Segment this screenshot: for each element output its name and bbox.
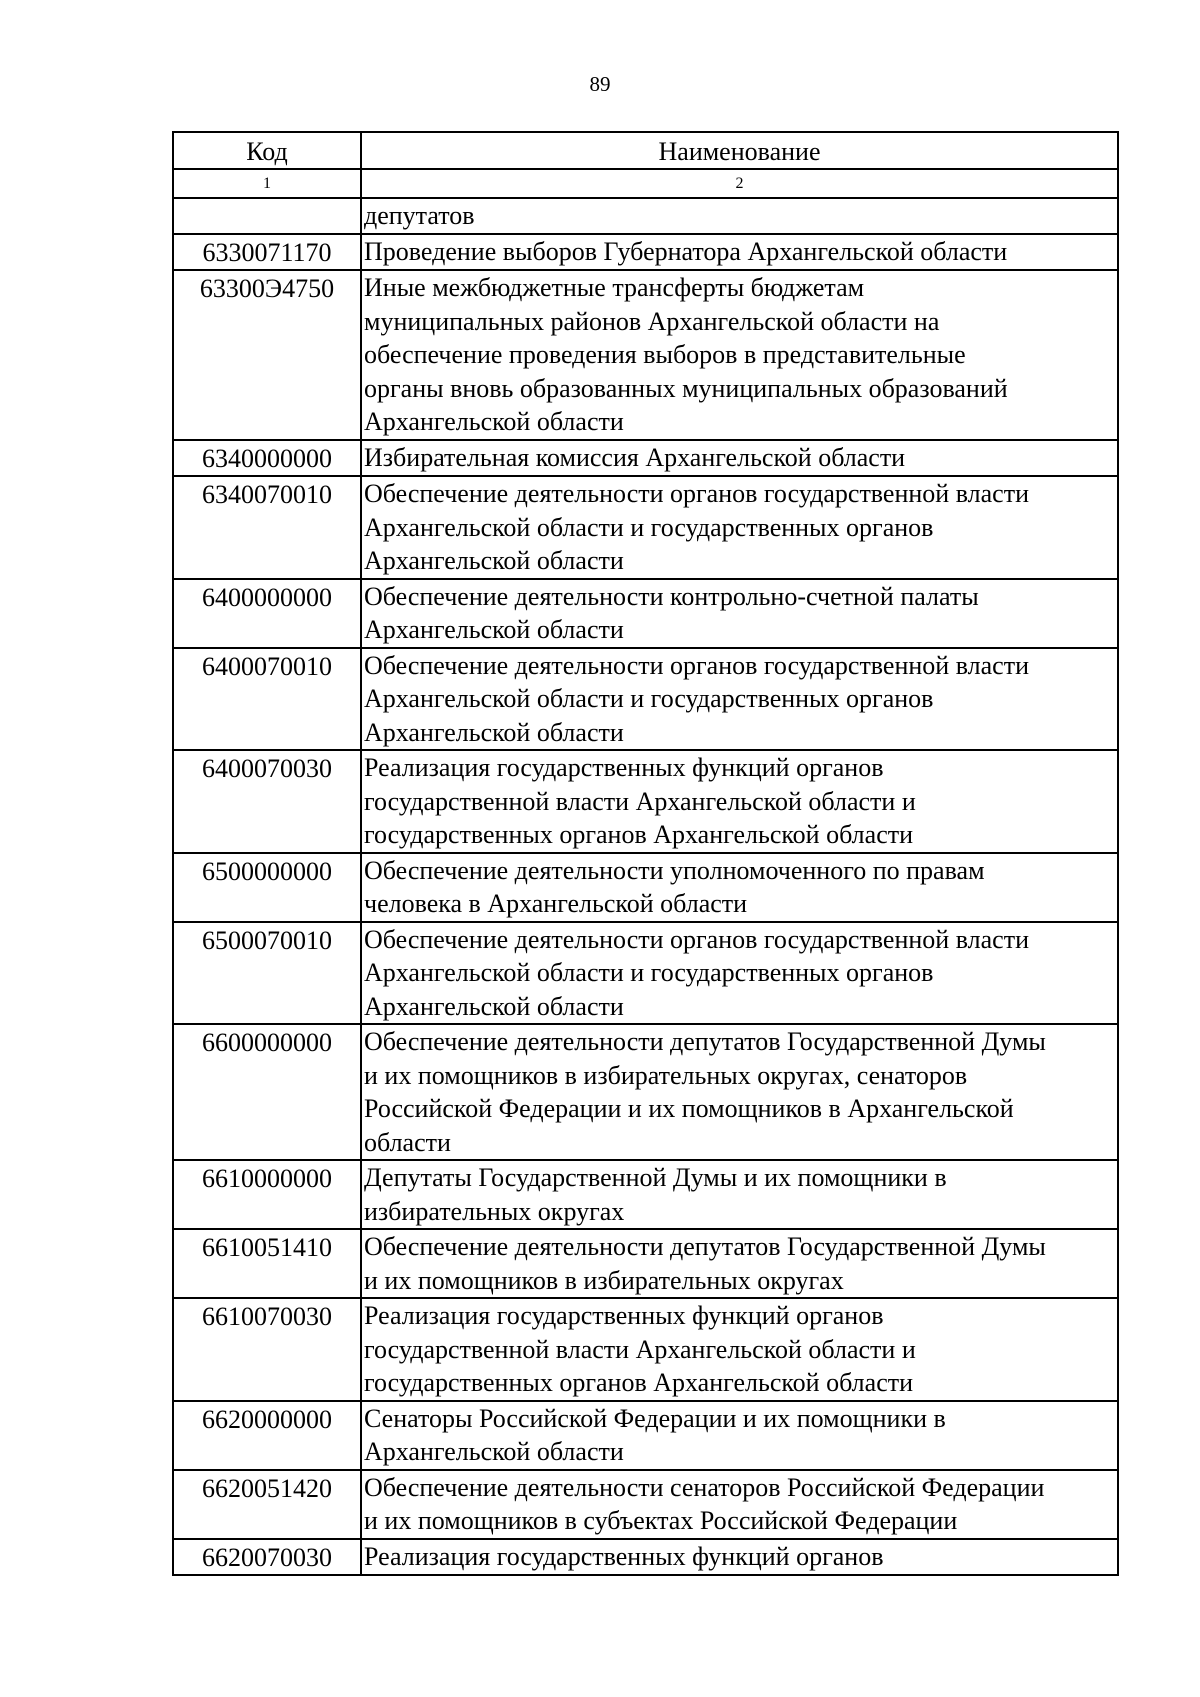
row-name-line: государственной власти Архангельской области и (364, 1334, 916, 1364)
column-number-name: 2 (361, 169, 1118, 198)
row-code: 6500000000 (173, 853, 361, 922)
row-name-line: муниципальных районов Архангельской области на (364, 306, 940, 336)
row-name-line: Архангельской области (364, 717, 624, 747)
row-name-line: Депутаты Государственной Думы и их помощники в (364, 1163, 947, 1192)
row-code: 6620070030 (173, 1539, 361, 1576)
row-name-line: Российской Федерации и их помощников в Архангельской (364, 1094, 1014, 1123)
row-name-line: органы вновь образованных муниципальных образований (364, 373, 1008, 403)
row-code: 6620000000 (173, 1401, 361, 1470)
row-name-line: и их помощников в избирательных округах, сенаторов (364, 1060, 968, 1090)
row-code: 6340000000 (173, 440, 361, 477)
row-name-line: области (364, 1127, 451, 1157)
row-name (361, 1470, 1118, 1539)
table-row (173, 750, 1118, 853)
row-name-line: Обеспечение деятельности органов государственной власти (364, 479, 1029, 508)
table-row (173, 922, 1118, 1025)
table-row (173, 270, 1118, 440)
row-name (361, 579, 1118, 648)
row-code: 6610070030 (173, 1298, 361, 1401)
table-row (173, 1539, 1118, 1576)
row-code: 6400000000 (173, 579, 361, 648)
row-name (361, 1539, 1118, 1576)
table-row (173, 648, 1118, 751)
row-code: 6620051420 (173, 1470, 361, 1539)
row-name-line: государственных органов Архангельской области (364, 820, 914, 849)
page-number: 89 (589, 72, 611, 96)
row-name-line: и их помощников в избирательных округах (364, 1265, 844, 1295)
table-body (173, 132, 1118, 1575)
code-table (172, 131, 1119, 1576)
row-name-line: Архангельской области и государственных органов (364, 512, 934, 542)
row-name-line: обеспечение проведения выборов в представительные (364, 340, 966, 369)
row-name (361, 853, 1118, 922)
row-code: 6600000000 (173, 1024, 361, 1160)
row-name-line: Обеспечение деятельности органов государственной власти (364, 924, 1029, 954)
table-row (173, 1470, 1118, 1539)
row-name-line: Обеспечение деятельности органов государственной власти (364, 650, 1029, 680)
row-name-line: Сенаторы Российской Федерации и их помощники в (364, 1403, 946, 1433)
row-name-line: человека в Архангельской области (364, 889, 748, 918)
header-row (173, 132, 1118, 169)
row-name (361, 1229, 1118, 1298)
row-name-line: Обеспечение деятельности уполномоченного по правам (364, 855, 985, 885)
row-name-line: Обеспечение деятельности депутатов Государственной Думы (364, 1232, 1046, 1261)
row-name-line: Избирательная комиссия Архангельской области (364, 442, 906, 472)
row-code: 6330071170 (173, 234, 361, 271)
row-name (361, 648, 1118, 751)
row-name-line: Реализация государственных функций органов (364, 1541, 884, 1571)
row-code: 63300Э4750 (173, 270, 361, 440)
table-row (173, 476, 1118, 579)
row-name-line: депутатов (364, 201, 475, 230)
row-name-line: Архангельской области и государственных органов (364, 958, 934, 987)
row-name-line: избирательных округах (364, 1196, 625, 1226)
row-name (361, 234, 1118, 271)
row-name-line: Архангельской области (364, 991, 624, 1021)
row-name (361, 1024, 1118, 1160)
column-number-row (173, 169, 1118, 198)
table-row (173, 1024, 1118, 1160)
table-row (173, 1160, 1118, 1229)
table-row (173, 579, 1118, 648)
row-name (361, 750, 1118, 853)
row-name (361, 198, 1118, 234)
row-name-line: Проведение выборов Губернатора Архангельской области (364, 236, 1008, 266)
row-name-line: Обеспечение деятельности депутатов Государственной Думы (364, 1027, 1046, 1056)
row-name (361, 1401, 1118, 1470)
table-row (173, 1298, 1118, 1401)
row-name-line: государственных органов Архангельской области (364, 1368, 914, 1397)
row-code: 6610000000 (173, 1160, 361, 1229)
row-name-line: Архангельской области (364, 1437, 624, 1466)
row-name-line: государственной власти Архангельской области и (364, 786, 916, 816)
row-name-line: Иные межбюджетные трансферты бюджетам (364, 273, 865, 302)
row-name-line: Архангельской области (364, 546, 624, 575)
row-code (173, 198, 361, 234)
header-code: Код (173, 132, 361, 169)
row-name-line: Архангельской области и государственных органов (364, 684, 934, 713)
row-name-line: Архангельской области (364, 407, 624, 436)
row-name-line: Реализация государственных функций органов (364, 753, 884, 782)
row-name (361, 476, 1118, 579)
table-row (173, 1401, 1118, 1470)
table-row (173, 440, 1118, 477)
column-number-code: 1 (173, 169, 361, 198)
row-code: 6400070030 (173, 750, 361, 853)
row-name-line: Архангельской области (364, 615, 624, 644)
table-row (173, 1229, 1118, 1298)
row-code: 6400070010 (173, 648, 361, 751)
row-name-line: Обеспечение деятельности контрольно-счетной палаты (364, 581, 979, 611)
table-row (173, 853, 1118, 922)
row-name (361, 1160, 1118, 1229)
row-name (361, 270, 1118, 440)
row-name-line: и их помощников в субъектах Российской Федерации (364, 1506, 958, 1535)
table-row (173, 198, 1118, 234)
row-name-line: Реализация государственных функций органов (364, 1301, 884, 1330)
row-code: 6340070010 (173, 476, 361, 579)
row-name (361, 440, 1118, 477)
row-name (361, 1298, 1118, 1401)
row-code: 6500070010 (173, 922, 361, 1025)
row-name-line: Обеспечение деятельности сенаторов Российской Федерации (364, 1472, 1045, 1502)
table-row (173, 234, 1118, 271)
row-name (361, 922, 1118, 1025)
header-name: Наименование (361, 132, 1118, 169)
row-code: 6610051410 (173, 1229, 361, 1298)
